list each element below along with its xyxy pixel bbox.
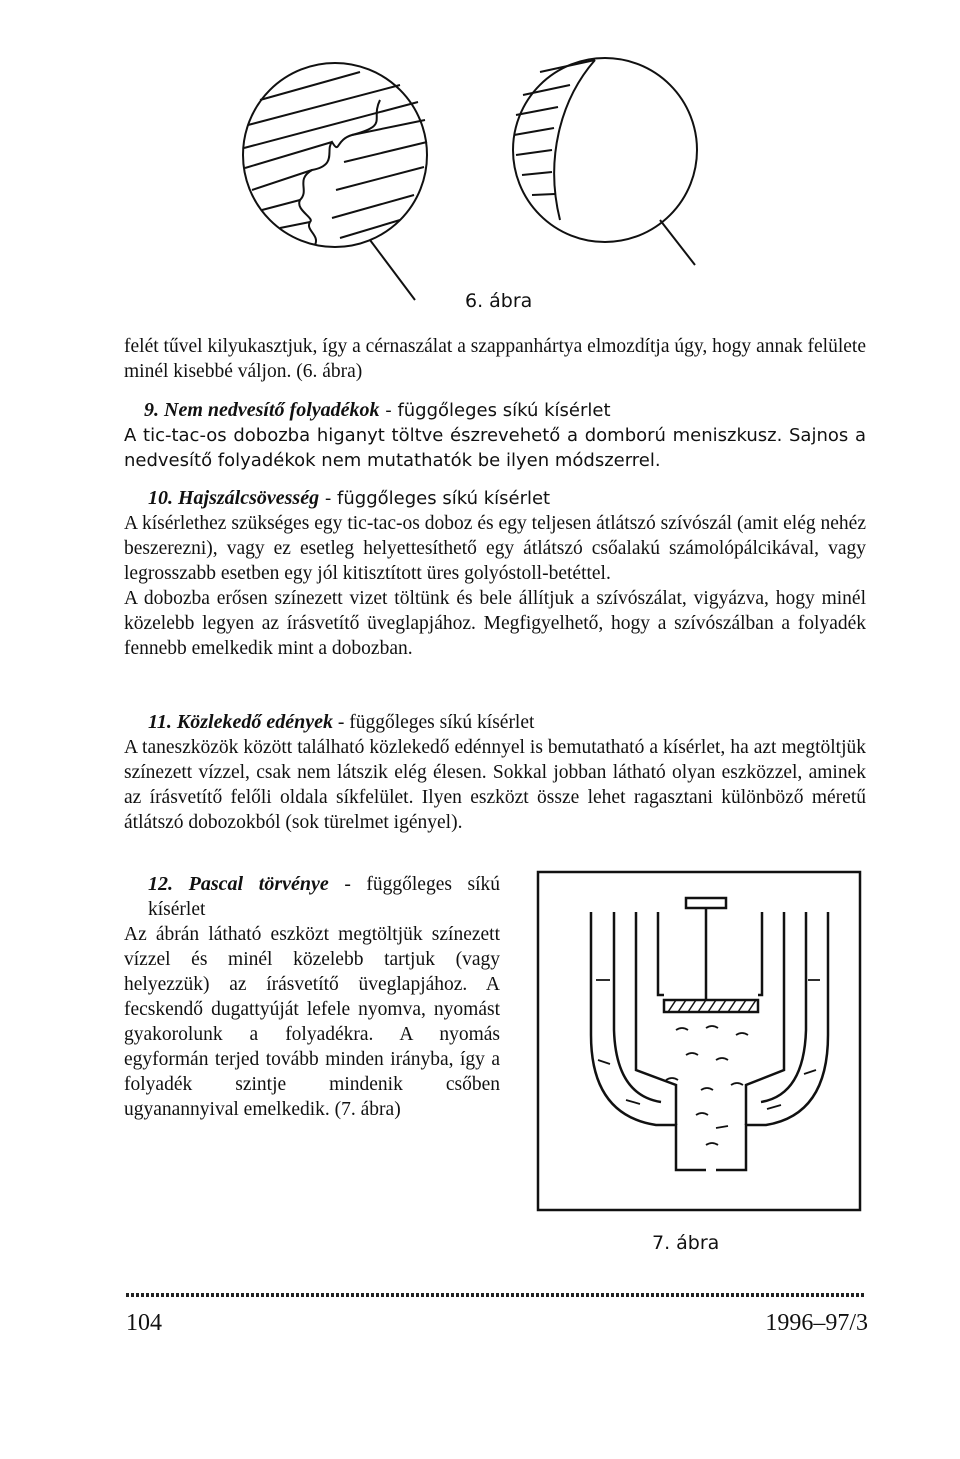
section-10-title: 10. Hajszálcsövesség bbox=[148, 487, 320, 509]
figure-6-magnifiers bbox=[240, 40, 710, 310]
figure-7-caption: 7. ábra bbox=[652, 1232, 720, 1254]
section-12-body: Az ábrán látható eszközt megtöltjük színezett vízzel és minél közelebb tartjuk (vagy helyezzük) az írásvetítő üveglapjához. A fecskendő dugattyúját lefele nyomva, nyomást gyakorolunk a folyadékra. A nyomás egyformán terjed tovább minden irányba, így a folyadék szintje mindenik csőben ugyanannyival emelkedik. (7. ábra) bbox=[124, 924, 500, 1120]
section-10-body-1: A kísérlethez szükséges egy tic-tac-os doboz és egy teljesen átlátszó szívószál (amit elég nehéz beszerezni), vagy ez esetleg helyettesíthető egy átlátszó csőalakú számolópálcikával, vagy legrosszabb esetben egy jól kitisztított üres golyóstoll-betéttel. bbox=[124, 513, 866, 584]
section-9-title: 9. Nem nedvesítő folyadékok bbox=[144, 399, 380, 421]
section-11 bbox=[124, 710, 866, 835]
section-11-body: A taneszközök között található közlekedő edénnyel is bemutatható a kísérlet, ha azt megtöltjük színezett vízzel, csak nem látszik elég élesen. Sokkal jobban látható olyan eszközzel, aminek az írásvetítő felőli oldala síkfelület. Ilyen eszközt össze lehet ragasztani különböző méretű átlátszó dobozokból (sok türelmet igényel). bbox=[124, 737, 866, 833]
section-12-heading bbox=[124, 872, 500, 922]
section-10 bbox=[124, 486, 866, 661]
section-12-title: 12. Pascal törvénye bbox=[148, 873, 329, 895]
section-9-heading bbox=[124, 398, 866, 423]
section-10-subtitle: - függőleges síkú kísérlet bbox=[319, 488, 551, 509]
section-9-body: A tic-tac-os dobozba higanyt töltve észrevehető a domború meniszkusz. Sajnos a nedvesítő folyadékok nem mutathatók be ilyen módszerrel. bbox=[124, 425, 866, 471]
intro-text: felét tűvel kilyukasztjuk, így a cérnaszálat a szappanhártya elmozdítja úgy, hogy annak felülete minél kisebbé váljon. (6. ábra) bbox=[124, 336, 866, 382]
section-11-title: 11. Közlekedő edények bbox=[148, 711, 333, 733]
issue-number: 1996–97/3 bbox=[765, 1310, 868, 1336]
page-number: 104 bbox=[126, 1310, 162, 1336]
section-11-heading bbox=[124, 710, 866, 735]
section-11-subtitle: - függőleges síkú kísérlet bbox=[332, 712, 535, 733]
section-12 bbox=[124, 872, 500, 1122]
figure-6-caption: 6. ábra bbox=[465, 290, 533, 312]
intro-paragraph bbox=[124, 334, 866, 384]
section-9-subtitle: - függőleges síkú kísérlet bbox=[379, 400, 611, 421]
section-10-body-2: A dobozba erősen színezett vizet töltünk és bele állítjuk a szívószálat, vigyázva, hogy minél közelebb legyen az írásvetítő üveglapjához. Megfigyelhető, hogy a szívószálban a folyadék fennebb emelkedik mint a dobozban. bbox=[124, 588, 866, 659]
section-9 bbox=[124, 398, 866, 473]
figure-7-pascal-apparatus bbox=[536, 870, 866, 1215]
section-12-subtitle: - függőleges síkú kísérlet bbox=[148, 874, 501, 920]
footer-rule bbox=[126, 1293, 866, 1297]
section-10-heading bbox=[124, 486, 866, 511]
